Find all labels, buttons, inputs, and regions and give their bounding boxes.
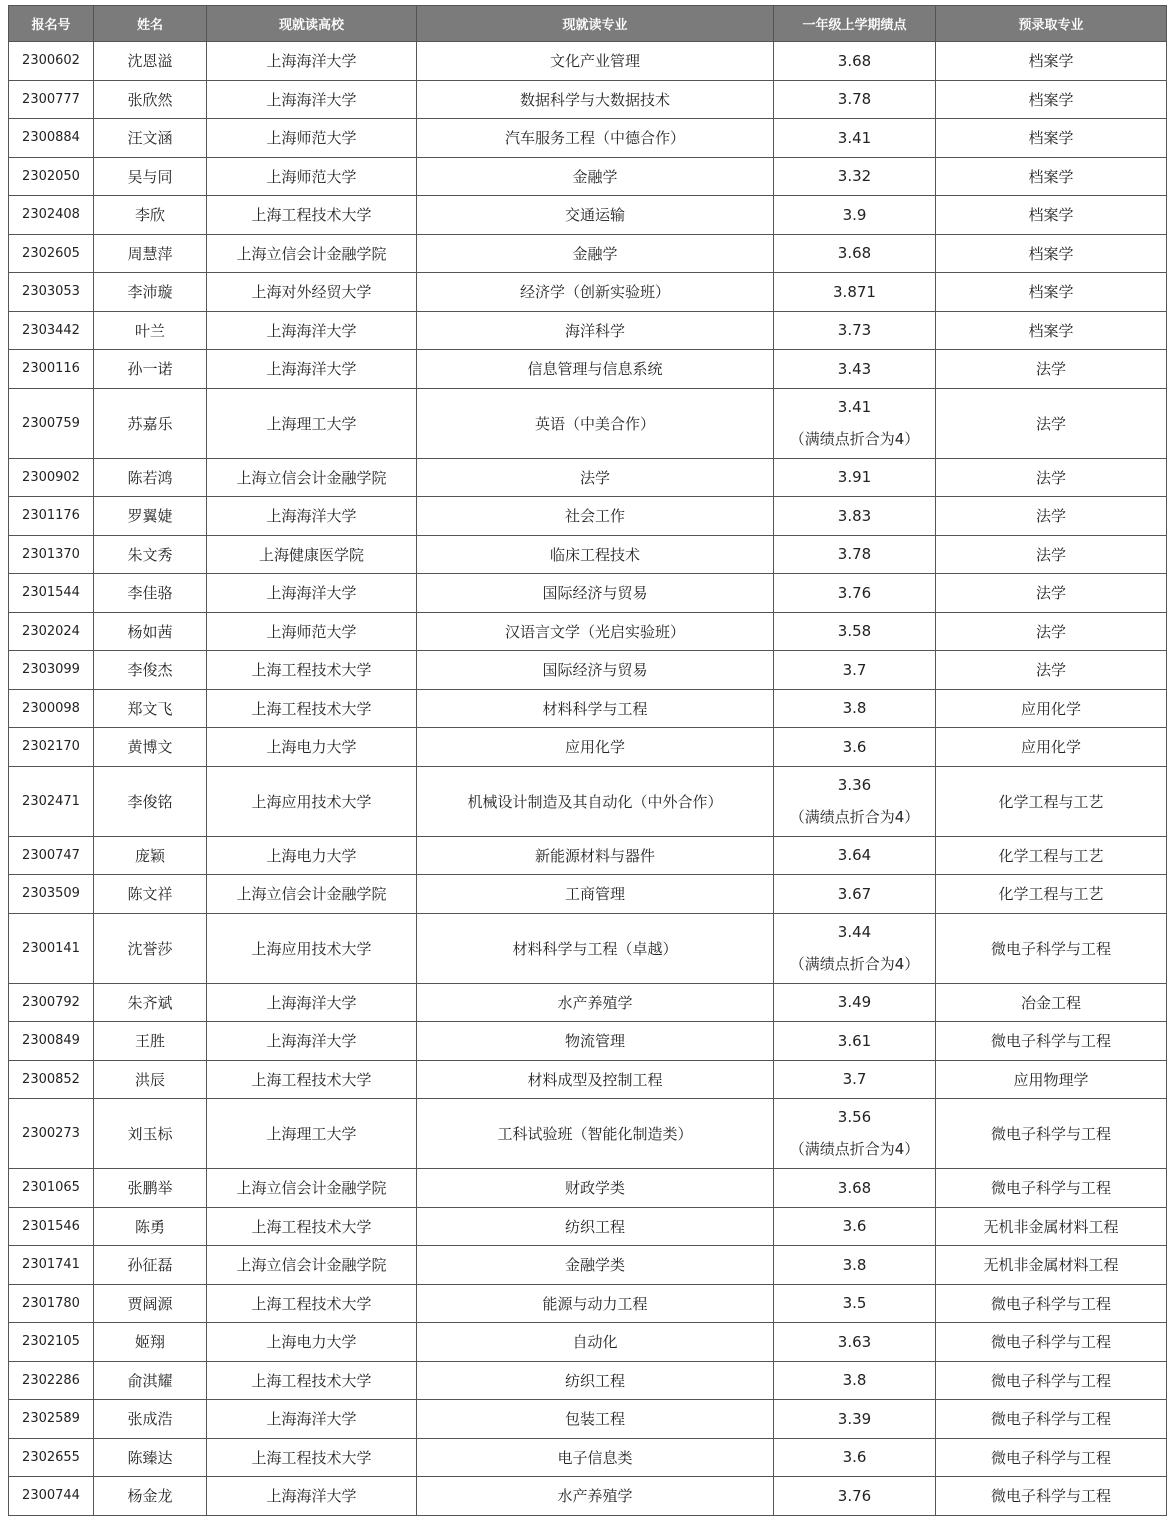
admitted-major-cell: 微电子科学与工程: [936, 1022, 1167, 1061]
admitted-major-cell: 化学工程与工艺: [936, 875, 1167, 914]
gpa-conversion-note: （满绩点折合为4）: [789, 954, 920, 973]
current-university-cell: 上海工程技术大学: [207, 689, 417, 728]
student-name-cell: 王胜: [94, 1022, 207, 1061]
current-major-cell: 文化产业管理: [417, 42, 774, 81]
gpa-cell: 3.67: [774, 875, 936, 914]
registration-number-cell: 2302105: [9, 1323, 94, 1362]
registration-number-cell: 2301370: [9, 535, 94, 574]
current-university-cell: 上海工程技术大学: [207, 1284, 417, 1323]
admitted-major-cell: 化学工程与工艺: [936, 836, 1167, 875]
registration-number-cell: 2303099: [9, 651, 94, 690]
table-row: [9, 1477, 1167, 1516]
current-major-cell: 纺织工程: [417, 1361, 774, 1400]
current-major-cell: 工商管理: [417, 875, 774, 914]
current-major-cell: 物流管理: [417, 1022, 774, 1061]
current-university-cell: 上海海洋大学: [207, 983, 417, 1022]
table-row: [9, 766, 1167, 836]
registration-number-cell: 2300602: [9, 42, 94, 81]
gpa-conversion-note: （满绩点折合为4）: [789, 429, 920, 448]
table-row: [9, 1022, 1167, 1061]
gpa-value: 3.36: [837, 775, 872, 794]
admitted-major-cell: 档案学: [936, 311, 1167, 350]
gpa-cell: [774, 388, 936, 458]
gpa-cell: 3.8: [774, 1246, 936, 1285]
gpa-value: 3.56: [837, 1108, 872, 1126]
current-university-cell: 上海海洋大学: [207, 497, 417, 536]
gpa-cell: 3.5: [774, 1284, 936, 1323]
student-name-cell: 孙征磊: [94, 1246, 207, 1285]
registration-number-cell: 2300116: [9, 350, 94, 389]
student-name-cell: 罗翼婕: [94, 497, 207, 536]
registration-number-cell: 2302170: [9, 728, 94, 767]
table-row: [9, 983, 1167, 1022]
table-row: [9, 350, 1167, 389]
student-name-cell: 陈若鸿: [94, 458, 207, 497]
table-row: [9, 1284, 1167, 1323]
registration-number-cell: 2301546: [9, 1207, 94, 1246]
current-university-cell: 上海海洋大学: [207, 80, 417, 119]
admitted-major-cell: 档案学: [936, 157, 1167, 196]
gpa-cell: 3.9: [774, 196, 936, 235]
registration-number-cell: 2300273: [9, 1099, 94, 1169]
admitted-major-cell: 微电子科学与工程: [936, 1361, 1167, 1400]
registration-number-cell: 2300902: [9, 458, 94, 497]
student-name-cell: 贾阔源: [94, 1284, 207, 1323]
current-university-cell: 上海立信会计金融学院: [207, 458, 417, 497]
registration-number-cell: 2303509: [9, 875, 94, 914]
current-major-cell: 水产养殖学: [417, 1477, 774, 1516]
student-name-cell: 黄博文: [94, 728, 207, 767]
header-admitted-major: 预录取专业: [936, 6, 1167, 42]
current-university-cell: 上海海洋大学: [207, 42, 417, 81]
admitted-major-cell: 档案学: [936, 273, 1167, 312]
registration-number-cell: 2300141: [9, 913, 94, 983]
gpa-cell: 3.871: [774, 273, 936, 312]
registration-number-cell: 2300884: [9, 119, 94, 158]
current-major-cell: 数据科学与大数据技术: [417, 80, 774, 119]
admitted-major-cell: 化学工程与工艺: [936, 766, 1167, 836]
gpa-cell: 3.6: [774, 728, 936, 767]
current-major-cell: 经济学（创新实验班）: [417, 273, 774, 312]
admission-table: [8, 5, 1167, 1516]
gpa-cell: 3.78: [774, 80, 936, 119]
table-row: [9, 157, 1167, 196]
registration-number-cell: 2302286: [9, 1361, 94, 1400]
header-current-university: 现就读高校: [207, 6, 417, 42]
table-row: [9, 535, 1167, 574]
student-name-cell: 陈文祥: [94, 875, 207, 914]
current-university-cell: 上海工程技术大学: [207, 1060, 417, 1099]
registration-number-cell: 2300792: [9, 983, 94, 1022]
table-row: [9, 913, 1167, 983]
current-university-cell: 上海海洋大学: [207, 1400, 417, 1439]
table-row: [9, 42, 1167, 81]
gpa-cell: 3.43: [774, 350, 936, 389]
current-major-cell: 财政学类: [417, 1169, 774, 1208]
current-university-cell: 上海对外经贸大学: [207, 273, 417, 312]
gpa-cell: 3.7: [774, 651, 936, 690]
gpa-cell: 3.73: [774, 311, 936, 350]
gpa-cell: 3.61: [774, 1022, 936, 1061]
gpa-cell: 3.32: [774, 157, 936, 196]
table-row: [9, 1400, 1167, 1439]
table-row: [9, 80, 1167, 119]
registration-number-cell: 2303053: [9, 273, 94, 312]
current-major-cell: 法学: [417, 458, 774, 497]
current-major-cell: 新能源材料与器件: [417, 836, 774, 875]
gpa-cell: 3.6: [774, 1438, 936, 1477]
student-name-cell: 张成浩: [94, 1400, 207, 1439]
current-university-cell: 上海电力大学: [207, 1323, 417, 1362]
gpa-conversion-note: （满绩点折合为4）: [789, 1140, 920, 1158]
current-major-cell: 信息管理与信息系统: [417, 350, 774, 389]
student-name-cell: 杨金龙: [94, 1477, 207, 1516]
current-major-cell: 金融学: [417, 157, 774, 196]
admitted-major-cell: 档案学: [936, 80, 1167, 119]
registration-number-cell: 2300849: [9, 1022, 94, 1061]
current-university-cell: 上海工程技术大学: [207, 651, 417, 690]
current-university-cell: 上海师范大学: [207, 119, 417, 158]
current-university-cell: 上海理工大学: [207, 1099, 417, 1169]
current-university-cell: 上海师范大学: [207, 157, 417, 196]
current-university-cell: 上海应用技术大学: [207, 766, 417, 836]
registration-number-cell: 2300852: [9, 1060, 94, 1099]
student-name-cell: 姬翔: [94, 1323, 207, 1362]
current-university-cell: 上海电力大学: [207, 728, 417, 767]
admission-table-container: [8, 5, 1166, 1516]
admitted-major-cell: 法学: [936, 574, 1167, 613]
current-major-cell: 金融学类: [417, 1246, 774, 1285]
admitted-major-cell: 应用化学: [936, 689, 1167, 728]
current-university-cell: 上海电力大学: [207, 836, 417, 875]
current-university-cell: 上海立信会计金融学院: [207, 1169, 417, 1208]
gpa-cell: 3.8: [774, 1361, 936, 1400]
student-name-cell: 沈恩溢: [94, 42, 207, 81]
current-major-cell: 汽车服务工程（中德合作）: [417, 119, 774, 158]
current-major-cell: 纺织工程: [417, 1207, 774, 1246]
admitted-major-cell: 微电子科学与工程: [936, 1323, 1167, 1362]
current-university-cell: 上海理工大学: [207, 388, 417, 458]
student-name-cell: 朱齐斌: [94, 983, 207, 1022]
admitted-major-cell: 档案学: [936, 119, 1167, 158]
gpa-cell: 3.68: [774, 234, 936, 273]
admitted-major-cell: 应用物理学: [936, 1060, 1167, 1099]
current-major-cell: 国际经济与贸易: [417, 574, 774, 613]
table-row: [9, 388, 1167, 458]
student-name-cell: 刘玉标: [94, 1099, 207, 1169]
table-header-row: [9, 6, 1167, 42]
table-row: [9, 689, 1167, 728]
admitted-major-cell: 法学: [936, 458, 1167, 497]
admitted-major-cell: 微电子科学与工程: [936, 1284, 1167, 1323]
gpa-cell: 3.7: [774, 1060, 936, 1099]
student-name-cell: 俞淇耀: [94, 1361, 207, 1400]
current-university-cell: 上海健康医学院: [207, 535, 417, 574]
gpa-cell: 3.63: [774, 1323, 936, 1362]
student-name-cell: 周慧萍: [94, 234, 207, 273]
current-major-cell: 自动化: [417, 1323, 774, 1362]
admitted-major-cell: 法学: [936, 350, 1167, 389]
registration-number-cell: 2300747: [9, 836, 94, 875]
current-major-cell: 电子信息类: [417, 1438, 774, 1477]
admitted-major-cell: 档案学: [936, 196, 1167, 235]
registration-number-cell: 2300098: [9, 689, 94, 728]
table-row: [9, 1169, 1167, 1208]
student-name-cell: 洪辰: [94, 1060, 207, 1099]
admitted-major-cell: 无机非金属材料工程: [936, 1246, 1167, 1285]
current-major-cell: 金融学: [417, 234, 774, 273]
admitted-major-cell: 微电子科学与工程: [936, 1169, 1167, 1208]
table-row: [9, 836, 1167, 875]
student-name-cell: 李沛璇: [94, 273, 207, 312]
current-major-cell: 海洋科学: [417, 311, 774, 350]
gpa-cell: 3.76: [774, 574, 936, 613]
student-name-cell: 杨如茜: [94, 612, 207, 651]
admitted-major-cell: 档案学: [936, 234, 1167, 273]
student-name-cell: 郑文飞: [94, 689, 207, 728]
gpa-cell: 3.78: [774, 535, 936, 574]
registration-number-cell: 2300744: [9, 1477, 94, 1516]
gpa-conversion-note: （满绩点折合为4）: [789, 807, 920, 826]
registration-number-cell: 2302050: [9, 157, 94, 196]
gpa-cell: 3.76: [774, 1477, 936, 1516]
student-name-cell: 庞颖: [94, 836, 207, 875]
admitted-major-cell: 法学: [936, 497, 1167, 536]
student-name-cell: 张鹏举: [94, 1169, 207, 1208]
table-row: [9, 458, 1167, 497]
table-row: [9, 1060, 1167, 1099]
header-current-major: 现就读专业: [417, 6, 774, 42]
student-name-cell: 叶兰: [94, 311, 207, 350]
current-major-cell: 汉语言文学（光启实验班）: [417, 612, 774, 651]
gpa-cell: 3.39: [774, 1400, 936, 1439]
registration-number-cell: 2301065: [9, 1169, 94, 1208]
table-row: [9, 1438, 1167, 1477]
header-name: 姓名: [94, 6, 207, 42]
table-row: [9, 119, 1167, 158]
current-major-cell: 应用化学: [417, 728, 774, 767]
current-major-cell: 交通运输: [417, 196, 774, 235]
admitted-major-cell: 微电子科学与工程: [936, 1099, 1167, 1169]
gpa-cell: [774, 1099, 936, 1169]
gpa-cell: [774, 766, 936, 836]
table-row: [9, 1207, 1167, 1246]
table-row: [9, 1323, 1167, 1362]
gpa-cell: 3.83: [774, 497, 936, 536]
current-major-cell: 材料科学与工程（卓越）: [417, 913, 774, 983]
registration-number-cell: 2301544: [9, 574, 94, 613]
table-row: [9, 651, 1167, 690]
registration-number-cell: 2300777: [9, 80, 94, 119]
current-major-cell: 材料科学与工程: [417, 689, 774, 728]
gpa-cell: [774, 913, 936, 983]
current-university-cell: 上海立信会计金融学院: [207, 234, 417, 273]
current-university-cell: 上海应用技术大学: [207, 913, 417, 983]
admitted-major-cell: 档案学: [936, 42, 1167, 81]
admitted-major-cell: 应用化学: [936, 728, 1167, 767]
current-university-cell: 上海海洋大学: [207, 350, 417, 389]
table-row: [9, 1099, 1167, 1169]
current-major-cell: 水产养殖学: [417, 983, 774, 1022]
header-registration-number: 报名号: [9, 6, 94, 42]
admitted-major-cell: 微电子科学与工程: [936, 1438, 1167, 1477]
current-university-cell: 上海立信会计金融学院: [207, 875, 417, 914]
current-university-cell: 上海海洋大学: [207, 1022, 417, 1061]
table-row: [9, 234, 1167, 273]
student-name-cell: 陈勇: [94, 1207, 207, 1246]
current-university-cell: 上海工程技术大学: [207, 1438, 417, 1477]
student-name-cell: 吴与同: [94, 157, 207, 196]
current-university-cell: 上海海洋大学: [207, 1477, 417, 1516]
student-name-cell: 苏嘉乐: [94, 388, 207, 458]
registration-number-cell: 2301176: [9, 497, 94, 536]
student-name-cell: 沈誉莎: [94, 913, 207, 983]
student-name-cell: 李俊杰: [94, 651, 207, 690]
student-name-cell: 张欣然: [94, 80, 207, 119]
registration-number-cell: 2302471: [9, 766, 94, 836]
registration-number-cell: 2301741: [9, 1246, 94, 1285]
current-major-cell: 工科试验班（智能化制造类）: [417, 1099, 774, 1169]
current-major-cell: 英语（中美合作）: [417, 388, 774, 458]
current-major-cell: 能源与动力工程: [417, 1284, 774, 1323]
current-major-cell: 国际经济与贸易: [417, 651, 774, 690]
table-row: [9, 612, 1167, 651]
current-university-cell: 上海师范大学: [207, 612, 417, 651]
admitted-major-cell: 法学: [936, 612, 1167, 651]
table-row: [9, 728, 1167, 767]
gpa-cell: 3.41: [774, 119, 936, 158]
gpa-value: 3.41: [837, 397, 872, 416]
registration-number-cell: 2302605: [9, 234, 94, 273]
current-major-cell: 社会工作: [417, 497, 774, 536]
current-university-cell: 上海海洋大学: [207, 574, 417, 613]
student-name-cell: 李俊铭: [94, 766, 207, 836]
header-first-term-gpa: 一年级上学期绩点: [774, 6, 936, 42]
registration-number-cell: 2303442: [9, 311, 94, 350]
table-body: [9, 42, 1167, 1516]
admitted-major-cell: 微电子科学与工程: [936, 913, 1167, 983]
gpa-cell: 3.64: [774, 836, 936, 875]
registration-number-cell: 2302589: [9, 1400, 94, 1439]
admitted-major-cell: 法学: [936, 388, 1167, 458]
gpa-cell: 3.68: [774, 1169, 936, 1208]
registration-number-cell: 2301780: [9, 1284, 94, 1323]
admitted-major-cell: 无机非金属材料工程: [936, 1207, 1167, 1246]
current-major-cell: 临床工程技术: [417, 535, 774, 574]
current-major-cell: 机械设计制造及其自动化（中外合作）: [417, 766, 774, 836]
table-row: [9, 311, 1167, 350]
current-university-cell: 上海立信会计金融学院: [207, 1246, 417, 1285]
student-name-cell: 孙一诺: [94, 350, 207, 389]
table-row: [9, 1246, 1167, 1285]
table-row: [9, 497, 1167, 536]
current-university-cell: 上海工程技术大学: [207, 1361, 417, 1400]
admitted-major-cell: 冶金工程: [936, 983, 1167, 1022]
admitted-major-cell: 微电子科学与工程: [936, 1400, 1167, 1439]
student-name-cell: 汪文涵: [94, 119, 207, 158]
registration-number-cell: 2302408: [9, 196, 94, 235]
current-major-cell: 包装工程: [417, 1400, 774, 1439]
current-major-cell: 材料成型及控制工程: [417, 1060, 774, 1099]
current-university-cell: 上海工程技术大学: [207, 1207, 417, 1246]
table-row: [9, 273, 1167, 312]
table-row: [9, 196, 1167, 235]
gpa-value: 3.44: [837, 922, 872, 941]
current-university-cell: 上海海洋大学: [207, 311, 417, 350]
student-name-cell: 陈臻达: [94, 1438, 207, 1477]
admitted-major-cell: 微电子科学与工程: [936, 1477, 1167, 1516]
table-row: [9, 1361, 1167, 1400]
student-name-cell: 李欣: [94, 196, 207, 235]
gpa-cell: 3.68: [774, 42, 936, 81]
gpa-cell: 3.8: [774, 689, 936, 728]
admitted-major-cell: 法学: [936, 535, 1167, 574]
gpa-cell: 3.58: [774, 612, 936, 651]
table-row: [9, 574, 1167, 613]
gpa-cell: 3.49: [774, 983, 936, 1022]
table-row: [9, 875, 1167, 914]
student-name-cell: 朱文秀: [94, 535, 207, 574]
gpa-cell: 3.6: [774, 1207, 936, 1246]
registration-number-cell: 2300759: [9, 388, 94, 458]
registration-number-cell: 2302024: [9, 612, 94, 651]
gpa-cell: 3.91: [774, 458, 936, 497]
registration-number-cell: 2302655: [9, 1438, 94, 1477]
current-university-cell: 上海工程技术大学: [207, 196, 417, 235]
student-name-cell: 李佳骆: [94, 574, 207, 613]
admitted-major-cell: 法学: [936, 651, 1167, 690]
